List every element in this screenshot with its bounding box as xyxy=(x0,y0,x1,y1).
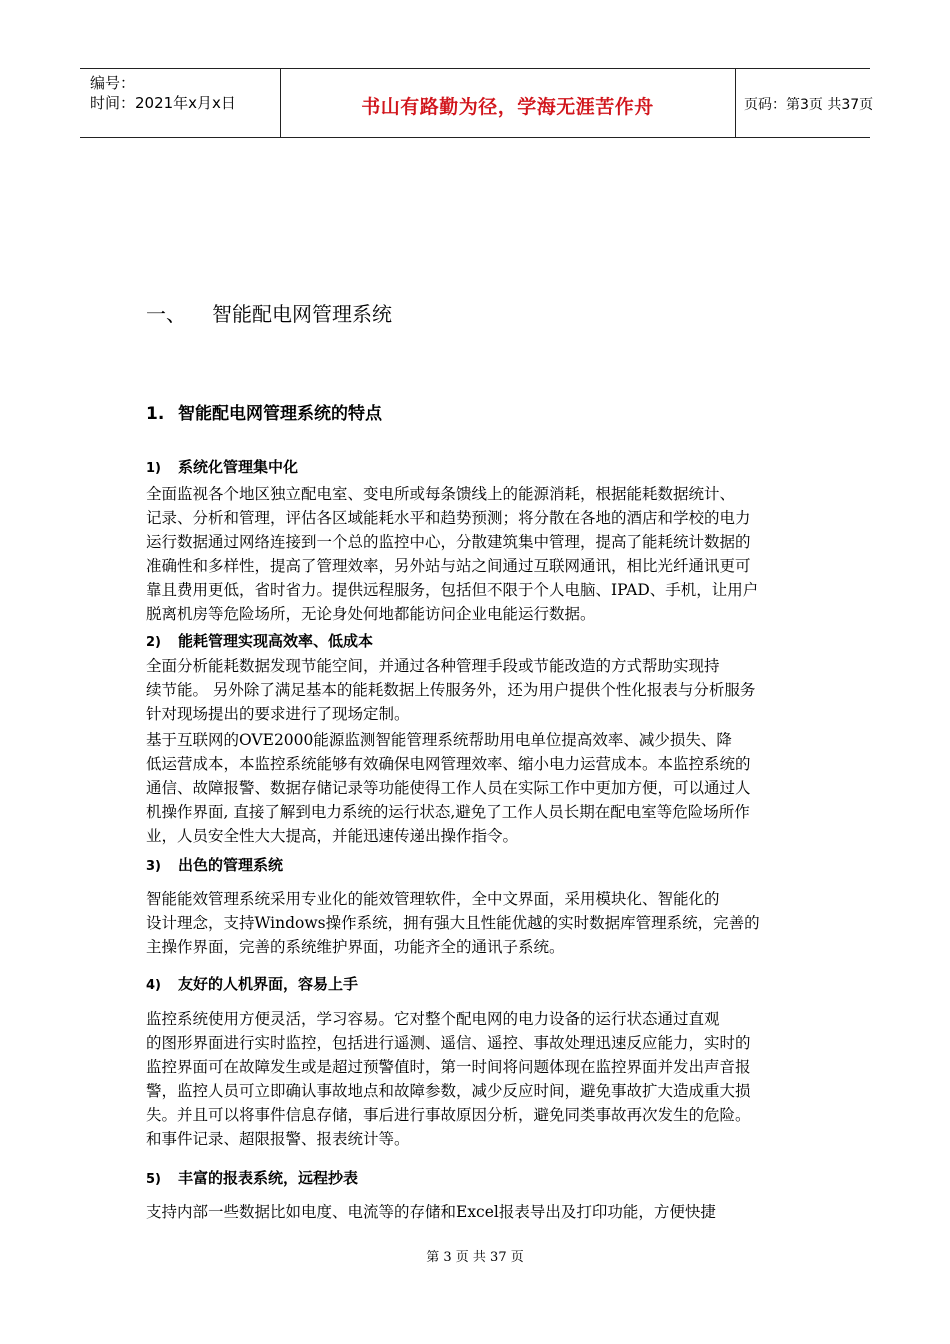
text-line: 准确性和多样性，提高了管理效率，另外站与站之间通过互联网通讯，相比光纤通讯更可 xyxy=(146,557,751,575)
text-line: 设计理念，支持Windows操作系统，拥有强大且性能优越的实时数据库管理系统，完善的 xyxy=(146,914,760,932)
page-footer: 第 3 页 共 37 页 xyxy=(426,1250,524,1265)
section-title: 智能配电网管理系统 xyxy=(212,302,392,326)
item-number: 3) xyxy=(146,859,161,874)
text-line: 机操作界面, 直接了解到电力系统的运行状态,避免了工作人员长期在配电室等危险场所作 xyxy=(146,803,750,821)
text-line: 业，人员安全性大大提高，并能迅速传递出操作指令。 xyxy=(146,827,519,845)
text-line: 续节能。 另外除了满足基本的能耗数据上传服务外，还为用户提供个性化报表与分析服务 xyxy=(146,681,756,699)
header-motto: 书山有路勤为径，学海无涯苦作舟 xyxy=(361,96,654,118)
item-title: 丰富的报表系统，远程抄表 xyxy=(178,1169,359,1187)
text-line: 监控界面可在故障发生或是超过预警值时，第一时间将问题体现在监控界面并发出声音报 xyxy=(146,1058,751,1076)
subsection-title: 智能配电网管理系统的特点 xyxy=(178,404,382,424)
item-heading xyxy=(146,1167,358,1188)
document-number-label: 编号： xyxy=(90,74,136,92)
text-line: 支持内部一些数据比如电度、电流等的存储和Excel报表导出及打印功能，方便快捷 xyxy=(146,1203,716,1221)
item-heading xyxy=(146,973,358,994)
paragraph xyxy=(146,482,808,626)
text-line: 智能能效管理系统采用专业化的能效管理软件，全中文界面，采用模块化、智能化的 xyxy=(146,890,720,908)
text-line: 靠且费用更低，省时省力。提供远程服务，包括但不限于个人电脑、IPAD、手机，让用户 xyxy=(146,581,759,599)
item-title: 能耗管理实现高效率、低成本 xyxy=(178,632,374,650)
text-line: 和事件记录、超限报警、报表统计等。 xyxy=(146,1130,410,1148)
header-meta-cell xyxy=(80,69,281,137)
item-number: 2) xyxy=(146,635,161,650)
document-date: 时间：2021年x月x日 xyxy=(90,94,236,112)
text-line: 主操作界面，完善的系统维护界面，功能齐全的通讯子系统。 xyxy=(146,938,565,956)
paragraph xyxy=(146,887,808,959)
item-number: 4) xyxy=(146,978,161,993)
paragraph xyxy=(146,1200,808,1224)
item-heading xyxy=(146,630,373,651)
text-line: 运行数据通过网络连接到一个总的监控中心，分散建筑集中管理，提高了能耗统计数据的 xyxy=(146,533,751,551)
header-page-info: 页码：第3页 共37页 xyxy=(744,97,874,113)
item-number: 1) xyxy=(146,461,161,476)
section-number: 一、 xyxy=(146,302,186,326)
text-line: 针对现场提出的要求进行了现场定制。 xyxy=(146,705,410,723)
text-line: 通信、故障报警、数据存储记录等功能使得工作人员在实际工作中更加方便，可以通过人 xyxy=(146,779,751,797)
item-number: 5) xyxy=(146,1172,161,1187)
item-title: 出色的管理系统 xyxy=(178,856,284,874)
paragraph xyxy=(146,728,808,848)
item-title: 系统化管理集中化 xyxy=(178,458,299,476)
item-title: 友好的人机界面，容易上手 xyxy=(178,975,359,993)
text-line: 监控系统使用方便灵活，学习容易。它对整个配电网的电力设备的运行状态通过直观 xyxy=(146,1010,720,1028)
item-heading xyxy=(146,854,283,875)
paragraph xyxy=(146,1007,808,1151)
subsection-heading xyxy=(146,399,382,424)
header-motto-cell xyxy=(280,69,736,137)
section-heading xyxy=(146,298,392,327)
text-line: 的图形界面进行实时监控，包括进行遥测、遥信、遥控、事故处理迅速反应能力，实时的 xyxy=(146,1034,751,1052)
page-header xyxy=(80,68,874,138)
text-line: 全面分析能耗数据发现节能空间，并通过各种管理手段或节能改造的方式帮助实现持 xyxy=(146,657,720,675)
text-line: 全面监视各个地区独立配电室、变电所或每条馈线上的能源消耗，根据能耗数据统计、 xyxy=(146,485,736,503)
text-line: 警，监控人员可立即确认事故地点和故障参数，减少反应时间，避免事故扩大造成重大损 xyxy=(146,1082,751,1100)
subsection-number: 1. xyxy=(146,404,165,424)
text-line: 基于互联网的OVE2000能源监测智能管理系统帮助用电单位提高效率、减少损失、降 xyxy=(146,731,732,749)
text-line: 低运营成本，本监控系统能够有效确保电网管理效率、缩小电力运营成本。本监控系统的 xyxy=(146,755,751,773)
header-page-cell xyxy=(736,69,874,137)
item-heading xyxy=(146,456,298,477)
text-line: 记录、分析和管理，评估各区域能耗水平和趋势预测；将分散在各地的酒店和学校的电力 xyxy=(146,509,751,527)
paragraph xyxy=(146,654,808,726)
text-line: 失。并且可以将事件信息存储，事后进行事故原因分析，避免同类事故再次发生的危险。 xyxy=(146,1106,751,1124)
text-line: 脱离机房等危险场所，无论身处何地都能访问企业电能运行数据。 xyxy=(146,605,596,623)
